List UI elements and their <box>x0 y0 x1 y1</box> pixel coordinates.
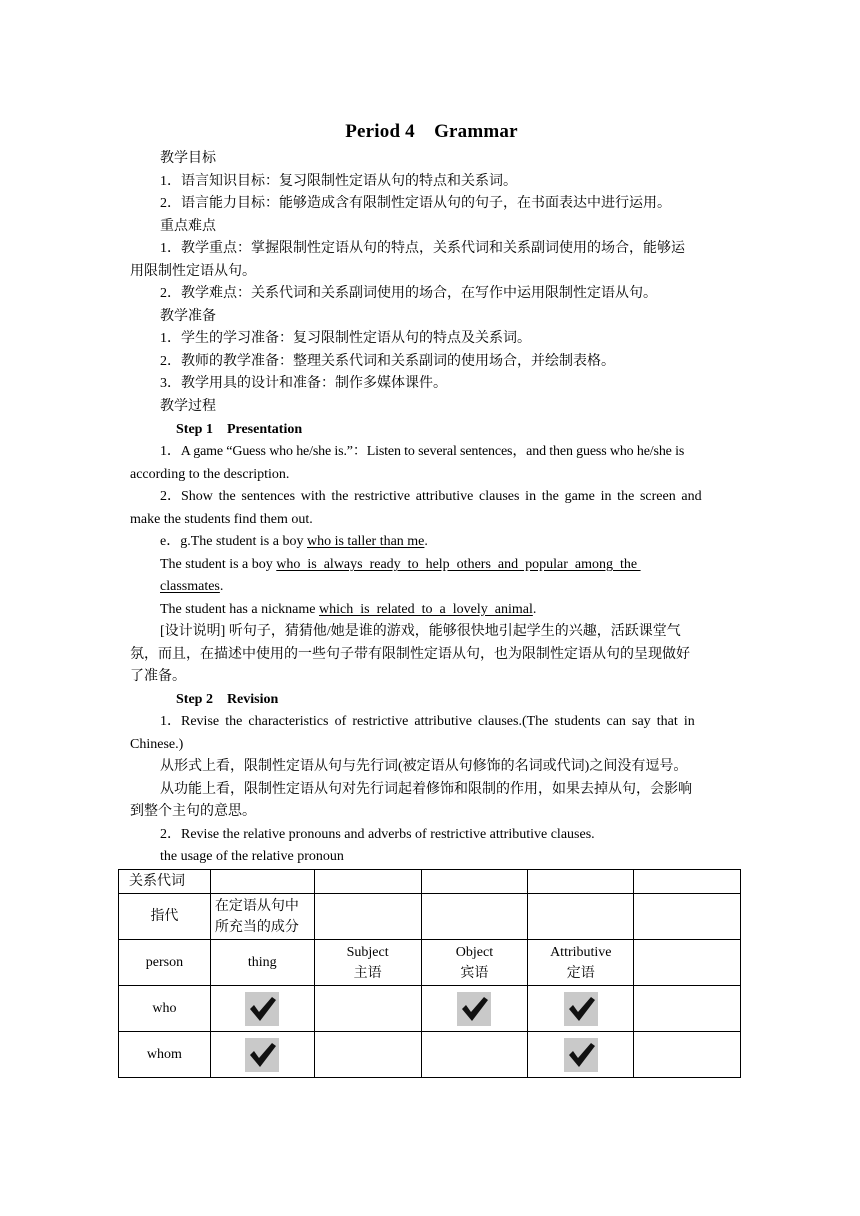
example-sentence-3 <box>130 599 733 622</box>
process-heading: 教学过程 <box>160 399 216 414</box>
example-1-clause: who is taller than me <box>306 534 425 549</box>
step1-item-2-cont: make the students find them out. <box>130 512 313 527</box>
key-point-2: 2．教学难点：关系代词和关系副词使用的场合，在写作中运用限制性定语从句。 <box>160 286 657 301</box>
table-cell <box>210 870 314 894</box>
cell-line: 定语 <box>566 965 595 981</box>
table-cell <box>314 986 421 1032</box>
example-sentence-2-cont <box>130 576 733 599</box>
key-point-1: 1．教学重点：掌握限制性定语从句的特点，关系代词和关系副词使用的场合，能够运 <box>160 241 685 256</box>
checkmark-icon <box>457 992 491 1026</box>
table-cell: thing <box>210 940 314 986</box>
table-cell <box>421 986 528 1032</box>
step2-item-2: 2．Revise the relative pronouns and adverbs of restrictive attributive clauses. <box>160 827 595 842</box>
period: . <box>532 602 537 617</box>
example-sentence-2 <box>130 554 733 577</box>
table-cell <box>634 870 741 894</box>
cell-line: 所充当的成分 <box>214 919 299 935</box>
table-row <box>119 870 741 894</box>
table-cell <box>421 894 528 940</box>
example-sentence-1 <box>130 531 733 554</box>
example-2-clause-cont: classmates <box>160 579 220 594</box>
checkmark-icon <box>245 1038 279 1072</box>
table-cell <box>421 1032 528 1078</box>
cell-line: Attributive <box>550 944 612 960</box>
table-cell: who <box>119 986 211 1032</box>
step1-item-1-cont: according to the description. <box>130 467 290 482</box>
table-cell <box>634 894 741 940</box>
function-description: 从功能上看，限制性定语从句对先行词起着修饰和限制的作用，如果去掉从句，会影响 <box>160 782 692 797</box>
table-cell <box>528 940 634 986</box>
step1-item-1: 1．A game “Guess who he/she is.”：Listen to several sentences，and then guess who he/she is <box>160 444 685 459</box>
table-cell <box>528 894 634 940</box>
period: . <box>424 534 428 549</box>
function-description-cont: 到整个主句的意思。 <box>130 804 256 819</box>
table-cell: person <box>119 940 211 986</box>
example-2-text: The student is a boy <box>160 557 277 572</box>
example-3-text: The student has a nickname <box>160 602 320 617</box>
design-note: [设计说明] 听句子，猜猜他/她是谁的游戏，能够很快地引起学生的兴趣，活跃课堂气 <box>160 624 681 639</box>
objectives-heading: 教学目标 <box>160 151 216 166</box>
table-cell <box>314 894 421 940</box>
objective-2: 2．语言能力目标：能够造成含有限制性定语从句的句子，在书面表达中进行运用。 <box>160 196 671 211</box>
table-row <box>119 894 741 940</box>
table-cell <box>210 1032 314 1078</box>
cell-line: Subject <box>346 944 389 960</box>
step2-item-1: 1．Revise the characteristics of restrictive attributive clauses.(The students can say that in <box>160 714 695 729</box>
table-cell <box>634 1032 741 1078</box>
table-cell <box>528 1032 634 1078</box>
step2-item-1-cont: Chinese.) <box>130 737 184 752</box>
table-row <box>119 1032 741 1078</box>
step1-item-2: 2．Show the sentences with the restrictive attributive clauses in the game in the screen and <box>160 489 702 504</box>
page-title: Period 4 Grammar <box>345 121 518 142</box>
objective-1: 1．语言知识目标：复习限制性定语从句的特点和关系词。 <box>160 174 517 189</box>
table-row <box>119 940 741 986</box>
period: . <box>219 579 224 594</box>
cell-line: 在定语从句中 <box>214 898 299 914</box>
cell-line: 宾语 <box>460 965 489 981</box>
prep-2: 2．教师的教学准备：整理关系代词和关系副词的使用场合，并绘制表格。 <box>160 354 615 369</box>
usage-caption: the usage of the relative pronoun <box>160 849 344 864</box>
table-cell: 指代 <box>119 894 211 940</box>
example-3-clause: which is related to a lovely animal <box>319 602 533 617</box>
table-cell <box>210 986 314 1032</box>
relative-pronoun-table <box>118 869 741 1078</box>
cell-line: 主语 <box>353 965 382 981</box>
table-row <box>119 986 741 1032</box>
design-note-end: 了准备。 <box>130 669 186 684</box>
prep-heading: 教学准备 <box>160 309 216 324</box>
prep-3: 3．教学用具的设计和准备：制作多媒体课件。 <box>160 376 447 391</box>
table-cell <box>634 940 741 986</box>
check-rows <box>119 986 741 1078</box>
checkmark-icon <box>245 992 279 1026</box>
example-2-clause: who is always ready to help others and popular among the <box>276 557 641 572</box>
table-cell <box>314 940 421 986</box>
checkmark-icon <box>564 992 598 1026</box>
design-note-cont: 氛，而且，在描述中使用的一些句子带有限制性定语从句，也为限制性定语从句的呈现做好 <box>130 647 690 662</box>
table-cell <box>210 894 314 940</box>
table-cell <box>634 986 741 1032</box>
table-cell: 关系代词 <box>119 870 211 894</box>
table-cell: whom <box>119 1032 211 1078</box>
example-1-text: e．g.The student is a boy <box>160 534 307 549</box>
key-point-1-cont: 用限制性定语从句。 <box>130 264 256 279</box>
table-cell <box>528 986 634 1032</box>
prep-1: 1．学生的学习准备：复习限制性定语从句的特点及关系词。 <box>160 331 531 346</box>
step-1-heading: Step 1 Presentation <box>176 422 303 437</box>
table-cell <box>314 870 421 894</box>
table-cell <box>314 1032 421 1078</box>
checkmark-icon <box>564 1038 598 1072</box>
step-2-heading: Step 2 Revision <box>176 692 279 707</box>
form-description: 从形式上看，限制性定语从句与先行词(被定语从句修饰的名词或代词)之间没有逗号。 <box>160 759 688 774</box>
cell-line: Object <box>455 944 494 960</box>
table-cell <box>421 940 528 986</box>
key-heading: 重点难点 <box>160 219 216 234</box>
table-cell <box>528 870 634 894</box>
table-cell <box>421 870 528 894</box>
